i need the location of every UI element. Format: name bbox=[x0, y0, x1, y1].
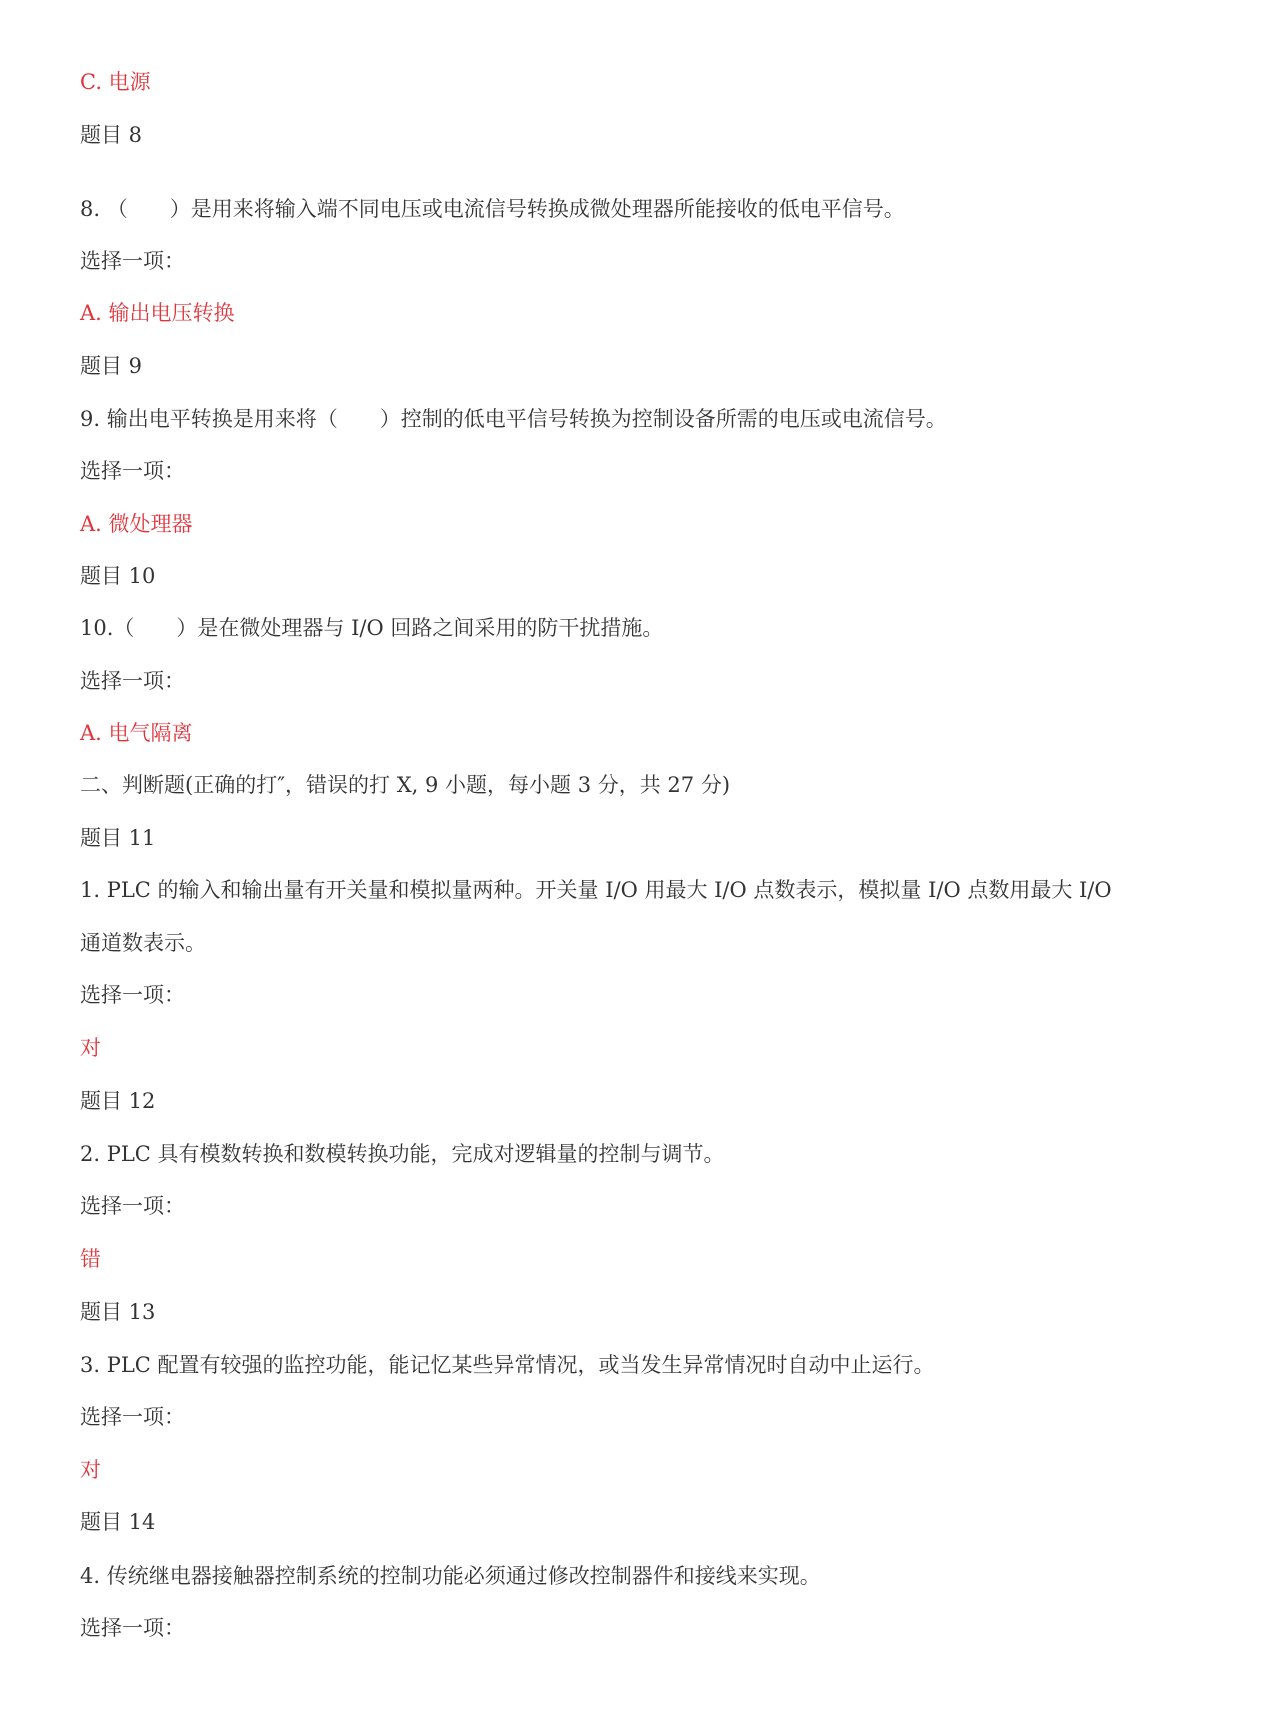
select-prompt: 选择一项： bbox=[80, 249, 185, 273]
answer-option: A. 输出电压转换 bbox=[80, 301, 235, 325]
question-text: 9. 输出电平转换是用来将（ ）控制的低电平信号转换为控制设备所需的电压或电流信号。 bbox=[80, 407, 947, 431]
answer-option: C. 电源 bbox=[80, 70, 151, 94]
question-text: 2. PLC 具有模数转换和数模转换功能，完成对逻辑量的控制与调节。 bbox=[80, 1142, 725, 1166]
question-heading: 题目 12 bbox=[80, 1089, 156, 1113]
section-heading: 二、判断题(正确的打″，错误的打 X, 9 小题，每小题 3 分，共 27 分) bbox=[80, 773, 731, 797]
question-text: 3. PLC 配置有较强的监控功能，能记忆某些异常情况，或当发生异常情况时自动中止运行。 bbox=[80, 1353, 935, 1377]
question-heading: 题目 14 bbox=[80, 1510, 156, 1534]
answer-option: 错 bbox=[80, 1247, 101, 1271]
answer-option: 对 bbox=[80, 1036, 101, 1060]
question-heading: 题目 13 bbox=[80, 1300, 156, 1324]
select-prompt: 选择一项： bbox=[80, 1405, 185, 1429]
question-text-continued: 通道数表示。 bbox=[80, 931, 206, 955]
question-heading: 题目 10 bbox=[80, 564, 156, 588]
select-prompt: 选择一项： bbox=[80, 669, 185, 693]
question-heading: 题目 9 bbox=[80, 354, 143, 378]
question-heading: 题目 11 bbox=[80, 826, 156, 850]
answer-option: 对 bbox=[80, 1458, 101, 1482]
question-heading: 题目 8 bbox=[80, 123, 143, 147]
question-text: 4. 传统继电器接触器控制系统的控制功能必须通过修改控制器件和接线来实现。 bbox=[80, 1564, 821, 1588]
answer-option: A. 微处理器 bbox=[80, 512, 193, 536]
select-prompt: 选择一项： bbox=[80, 459, 185, 483]
select-prompt: 选择一项： bbox=[80, 1194, 185, 1218]
answer-option: A. 电气隔离 bbox=[80, 721, 193, 745]
question-text: 8. （ ）是用来将输入端不同电压或电流信号转换成微处理器所能接收的低电平信号。 bbox=[80, 197, 905, 221]
question-text: 1. PLC 的输入和输出量有开关量和模拟量两种。开关量 I/O 用最大 I/O 点数表示，模拟量 I/O 点数用最大 I/O bbox=[80, 878, 1112, 902]
select-prompt: 选择一项： bbox=[80, 1616, 185, 1640]
question-text: 10.（ ）是在微处理器与 I/O 回路之间采用的防干扰措施。 bbox=[80, 616, 664, 640]
select-prompt: 选择一项： bbox=[80, 983, 185, 1007]
